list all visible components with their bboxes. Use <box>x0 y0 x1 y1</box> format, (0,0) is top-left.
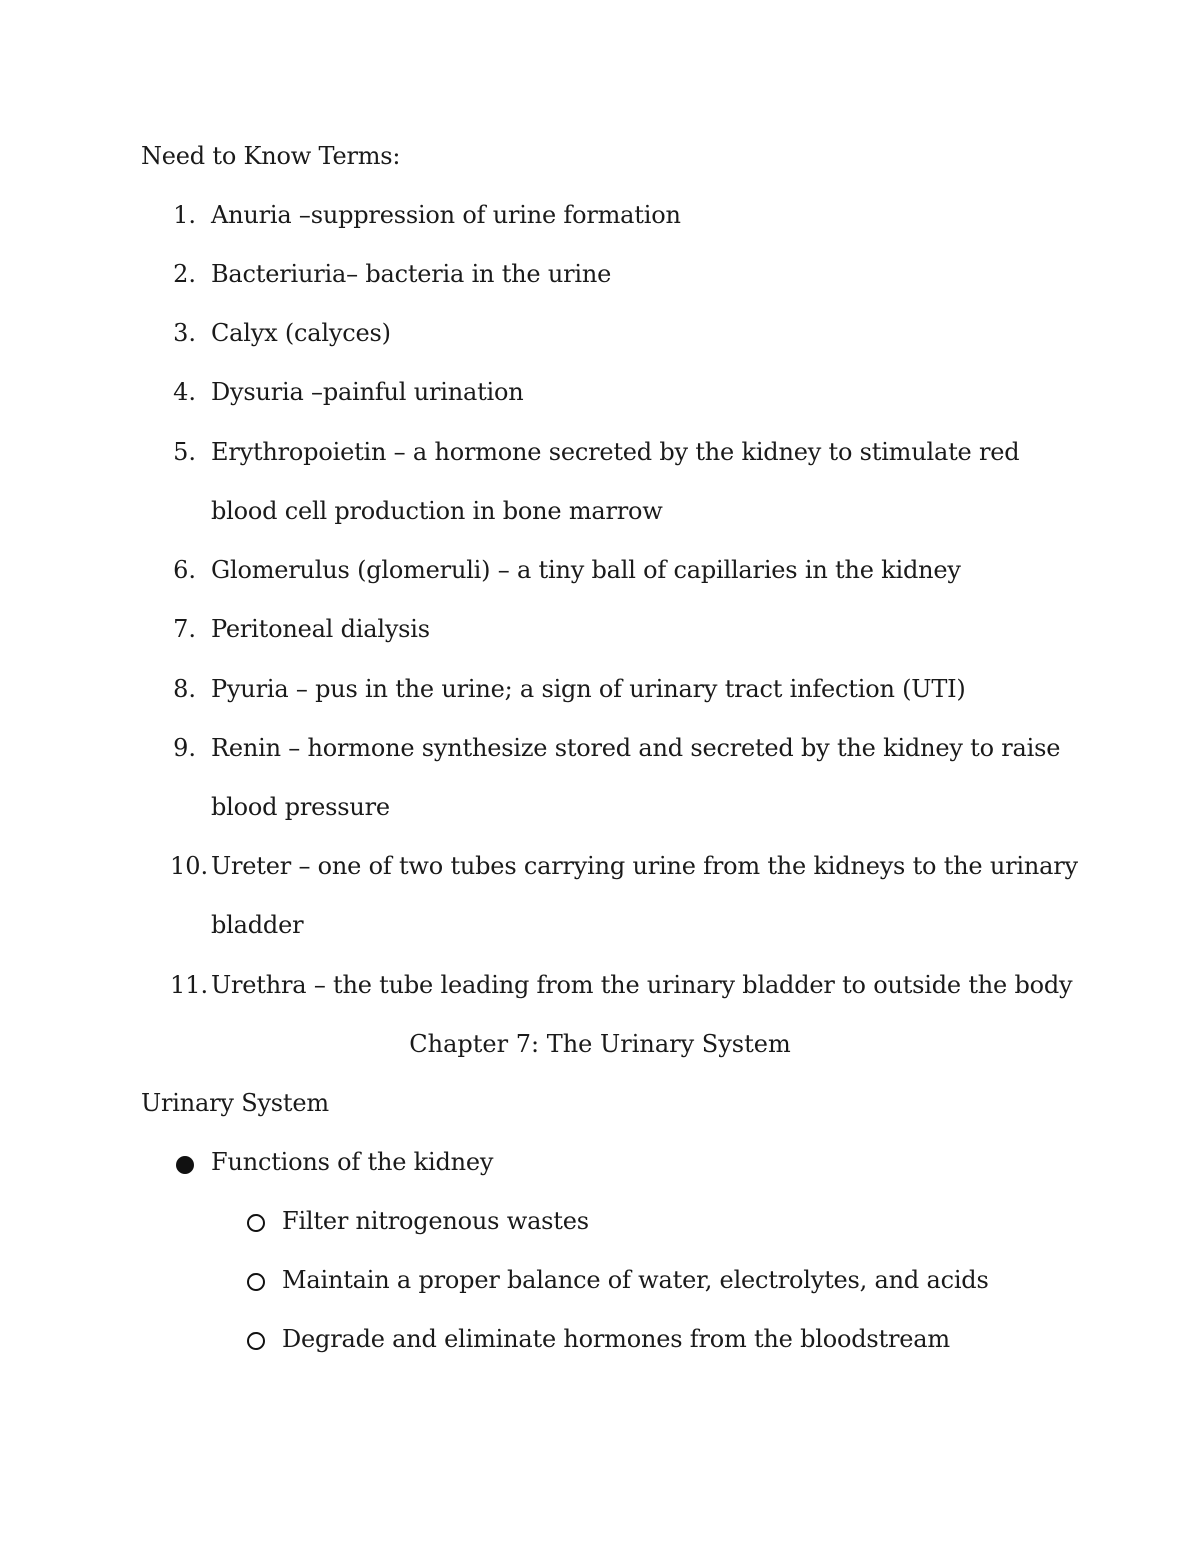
section-heading: Urinary System <box>141 1089 329 1117</box>
term-number: 2. <box>173 260 196 288</box>
terms-heading: Need to Know Terms: <box>141 142 401 170</box>
term-text: Bacteriuria– bacteria in the urine <box>211 260 612 288</box>
chapter-title: Chapter 7: The Urinary System <box>409 1030 791 1058</box>
term-text: Renin – hormone synthesize stored and secreted by the kidney to raise <box>211 734 1061 762</box>
term-number: 8. <box>173 675 196 703</box>
sub-bullet-text: Degrade and eliminate hormones from the bloodstream <box>282 1325 950 1353</box>
term-text: Pyuria – pus in the urine; a sign of urinary tract infection (UTI) <box>211 675 966 703</box>
term-number: 9. <box>173 734 196 762</box>
filled-bullet-icon <box>176 1156 194 1174</box>
hollow-bullet-icon <box>247 1273 265 1291</box>
term-text: Peritoneal dialysis <box>211 615 430 643</box>
term-text-continued: blood cell production in bone marrow <box>211 497 663 525</box>
term-number: 4. <box>173 378 196 406</box>
term-text: Anuria –suppression of urine formation <box>211 201 681 229</box>
term-text-continued: bladder <box>211 911 304 939</box>
term-number: 7. <box>173 615 196 643</box>
term-text: Calyx (calyces) <box>211 319 391 347</box>
sub-bullet-text: Filter nitrogenous wastes <box>282 1207 589 1235</box>
term-number: 3. <box>173 319 196 347</box>
term-text: Erythropoietin – a hormone secreted by the kidney to stimulate red <box>211 438 1020 466</box>
term-number: 1. <box>173 201 196 229</box>
term-text: Glomerulus (glomeruli) – a tiny ball of capillaries in the kidney <box>211 556 961 584</box>
term-text: Dysuria –painful urination <box>211 378 524 406</box>
term-text: Urethra – the tube leading from the urinary bladder to outside the body <box>211 971 1073 999</box>
hollow-bullet-icon <box>247 1332 265 1350</box>
term-text: Ureter – one of two tubes carrying urine from the kidneys to the urinary <box>211 852 1078 880</box>
term-number: 6. <box>173 556 196 584</box>
term-text-continued: blood pressure <box>211 793 390 821</box>
term-number: 10. <box>170 852 209 880</box>
bullet-text: Functions of the kidney <box>211 1148 494 1176</box>
hollow-bullet-icon <box>247 1214 265 1232</box>
term-number: 11. <box>170 971 209 999</box>
term-number: 5. <box>173 438 196 466</box>
sub-bullet-text: Maintain a proper balance of water, electrolytes, and acids <box>282 1266 989 1294</box>
